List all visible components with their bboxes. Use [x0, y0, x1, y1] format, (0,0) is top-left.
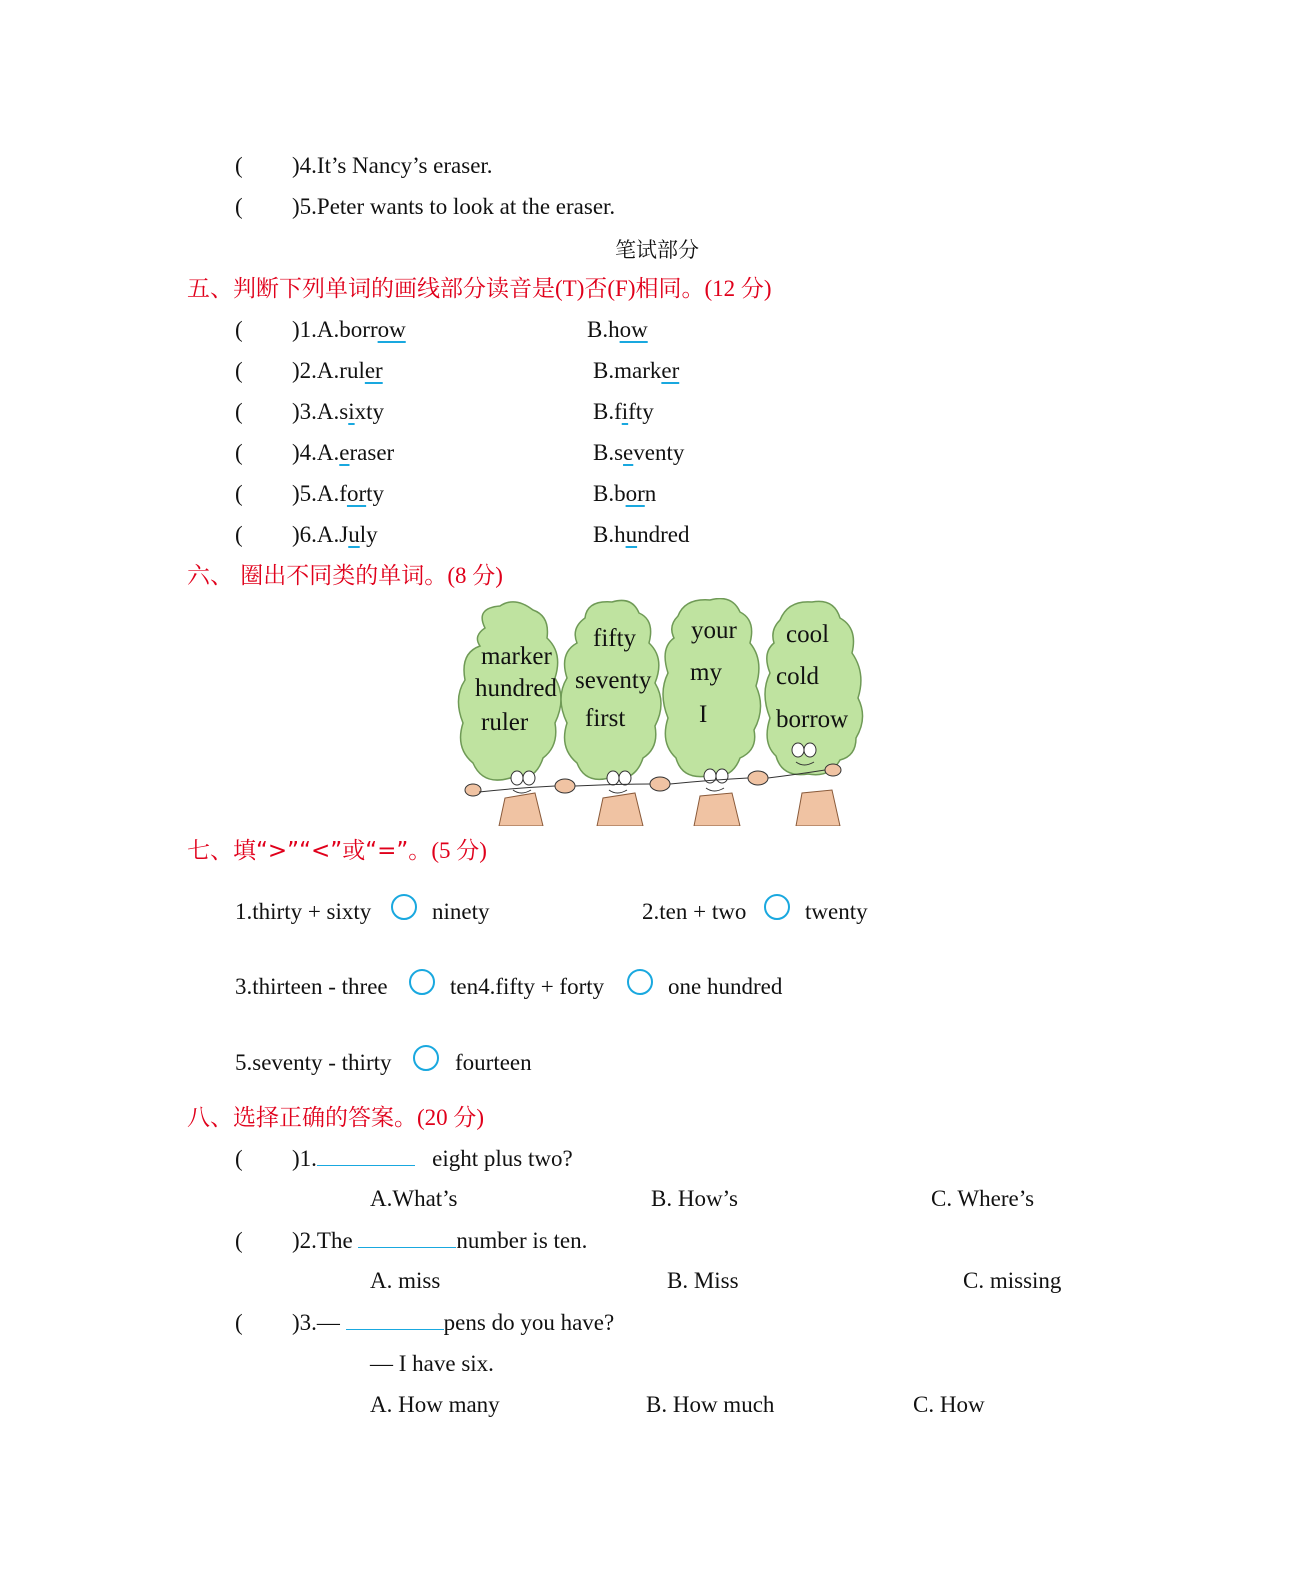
fill-blank[interactable]	[317, 1145, 415, 1166]
answer-paren[interactable]: (	[235, 194, 243, 219]
trees-illustration	[455, 598, 875, 826]
compare-q5-left: 5.seventy - thirty	[235, 1050, 392, 1075]
tree-word[interactable]: ruler	[481, 709, 529, 736]
word-a: )5.A.forty	[292, 481, 385, 506]
word-b: B.hundred	[593, 522, 690, 547]
word-a: )1.A.borrow	[292, 317, 406, 342]
underlined-part: er	[661, 358, 680, 383]
compare-q1-right: ninety	[432, 899, 490, 924]
q3-option-c[interactable]: C. How	[913, 1392, 985, 1417]
section7-heading: 七、填“>”“<”或“=”。(5 分)	[187, 838, 487, 864]
pronunciation-item	[235, 357, 680, 385]
underlined-part: ow	[619, 317, 648, 342]
underlined-part: ow	[377, 317, 406, 342]
word-a: )3.A.sixty	[292, 399, 385, 424]
word-b: B.fifty	[593, 399, 654, 424]
pronunciation-item	[235, 316, 648, 344]
q3-reply: — I have six.	[370, 1351, 494, 1376]
answer-paren[interactable]: (	[235, 481, 243, 506]
tree-word[interactable]: I	[699, 701, 708, 728]
section8-heading: 八、选择正确的答案。(20 分)	[187, 1105, 485, 1131]
pronunciation-item	[235, 398, 654, 426]
underlined-part: u	[625, 522, 638, 547]
compare-q4-right: one hundred	[668, 974, 783, 999]
q1-option-c[interactable]: C. Where’s	[931, 1186, 1035, 1211]
item-text: )5.Peter wants to look at the eraser.	[292, 194, 616, 219]
answer-paren[interactable]: (	[235, 522, 243, 547]
compare-q3-left: 3.thirteen - three	[235, 974, 388, 999]
tree-word[interactable]: borrow	[776, 706, 849, 733]
compare-q3-right: ten4.fifty + forty	[450, 974, 605, 999]
word-b: B.marker	[593, 358, 680, 383]
answer-paren[interactable]: (	[235, 1228, 243, 1253]
listening-item-5	[235, 193, 616, 221]
word-a: )2.A.ruler	[292, 358, 383, 383]
compare-q1-left: 1.thirty + sixty	[235, 899, 372, 924]
word-a: )4.A.eraser	[292, 440, 395, 465]
compare-q2-left: 2.ten + two	[642, 899, 747, 924]
tree-word[interactable]: cool	[786, 621, 830, 648]
q2-option-c[interactable]: C. missing	[963, 1268, 1062, 1293]
q3-option-b[interactable]: B. How much	[646, 1392, 775, 1417]
answer-paren[interactable]: (	[235, 1146, 243, 1171]
answer-paren[interactable]: (	[235, 440, 243, 465]
answer-paren[interactable]: (	[235, 358, 243, 383]
q2-option-b[interactable]: B. Miss	[667, 1268, 739, 1293]
tree-word[interactable]: marker	[481, 643, 552, 670]
compare-circle-5[interactable]	[413, 1045, 439, 1071]
underlined-part: u	[348, 522, 360, 547]
underlined-part: or	[625, 481, 645, 506]
section6-heading: 六、 圈出不同类的单词。(8 分)	[187, 563, 503, 589]
q2-option-a[interactable]: A. miss	[370, 1268, 441, 1293]
compare-circle-3[interactable]	[409, 969, 435, 995]
word-a: )6.A.July	[292, 522, 378, 547]
word-b: B.how	[587, 317, 648, 342]
compare-circle-2[interactable]	[764, 894, 790, 920]
answer-paren[interactable]: (	[235, 1310, 243, 1335]
tree-word[interactable]: seventy	[575, 667, 652, 694]
fill-blank[interactable]	[346, 1309, 444, 1330]
choice-q3: ( )3.— pens do you have?	[235, 1310, 615, 1335]
q1-option-a[interactable]: A.What’s	[370, 1186, 458, 1211]
compare-q2-right: twenty	[805, 899, 868, 924]
underlined-part: e	[339, 440, 350, 465]
underlined-part: i	[348, 399, 355, 424]
tree-word[interactable]: your	[691, 617, 737, 644]
item-text: )4.It’s Nancy’s eraser.	[292, 153, 493, 178]
answer-paren[interactable]: (	[235, 317, 243, 342]
word-b: B.seventy	[593, 440, 685, 465]
underlined-part: er	[364, 358, 383, 383]
q3-option-a[interactable]: A. How many	[370, 1392, 500, 1417]
answer-paren[interactable]: (	[235, 153, 243, 178]
underlined-part: or	[346, 481, 367, 506]
tree-word[interactable]: cold	[776, 663, 820, 690]
underlined-part: e	[623, 440, 634, 465]
pronunciation-item	[235, 480, 657, 508]
choice-q2: ( )2.The number is ten.	[235, 1228, 588, 1253]
q1-option-b[interactable]: B. How’s	[651, 1186, 738, 1211]
tree-word[interactable]: first	[585, 705, 626, 732]
pronunciation-item	[235, 439, 685, 467]
underlined-part: i	[621, 399, 629, 424]
compare-circle-1[interactable]	[391, 894, 417, 920]
listening-item-4	[235, 152, 493, 180]
fill-blank[interactable]	[358, 1227, 456, 1248]
answer-paren[interactable]: (	[235, 399, 243, 424]
word-b: B.born	[593, 481, 657, 506]
choice-q1: ( )1. eight plus two?	[235, 1146, 573, 1171]
tree-word[interactable]: hundred	[475, 675, 557, 702]
pronunciation-item	[235, 521, 690, 549]
tree-word[interactable]: my	[690, 659, 722, 686]
written-part-title: 笔试部分	[615, 238, 699, 262]
section5-heading: 五、判断下列单词的画线部分读音是(T)否(F)相同。(12 分)	[187, 276, 772, 302]
compare-circle-4[interactable]	[627, 969, 653, 995]
compare-q5-right: fourteen	[455, 1050, 532, 1075]
tree-word[interactable]: fifty	[593, 625, 637, 652]
